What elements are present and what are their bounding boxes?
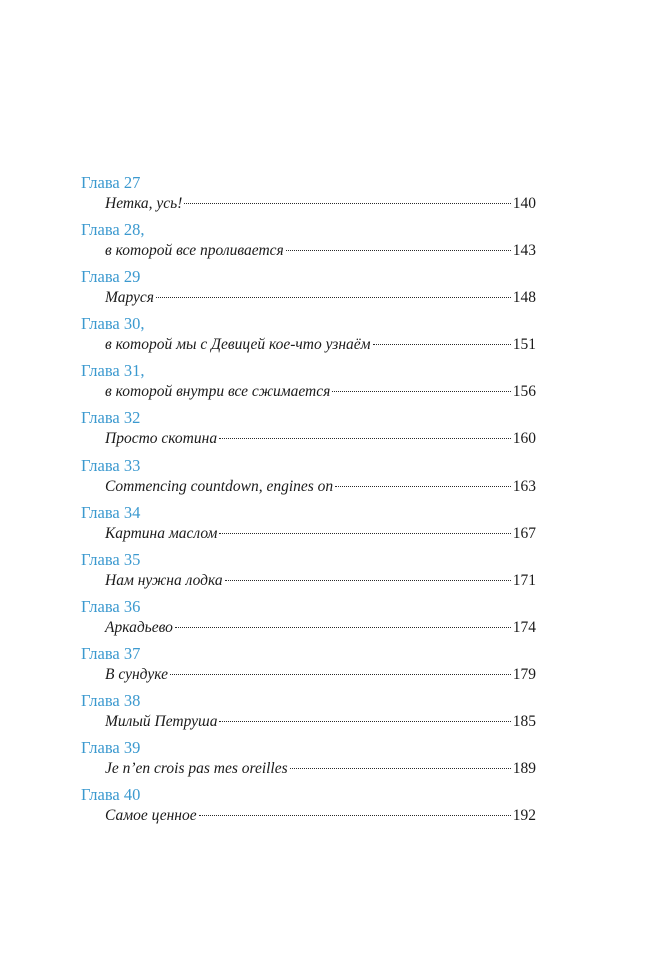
chapter-heading: Глава 37	[81, 643, 141, 663]
page-number: 174	[512, 618, 536, 636]
chapter-heading: Глава 33	[81, 455, 141, 475]
toc-entry	[81, 313, 536, 360]
chapter-heading: Глава 35	[81, 549, 141, 569]
chapter-line	[105, 428, 536, 450]
dot-leader	[219, 533, 510, 534]
chapter-title: Je n’en crois pas mes oreilles	[105, 760, 288, 778]
chapter-heading: Глава 31,	[81, 361, 145, 381]
dot-leader	[219, 438, 511, 439]
dot-leader	[286, 250, 511, 251]
chapter-title: Картина маслом	[105, 524, 218, 542]
page-number: 163	[512, 477, 536, 495]
dot-leader	[199, 815, 511, 816]
page-number: 148	[512, 289, 536, 307]
chapter-line	[105, 240, 536, 262]
chapter-line	[105, 334, 536, 356]
chapter-heading: Глава 40	[81, 785, 141, 805]
dot-leader	[332, 391, 510, 392]
chapter-heading: Глава 28,	[81, 220, 145, 240]
chapter-title: в которой внутри все сжимается	[105, 383, 331, 401]
toc-entry	[81, 219, 536, 266]
chapter-title: в которой мы с Девицей кое-что узнаём	[105, 336, 371, 354]
chapter-line	[105, 570, 536, 592]
chapter-line	[105, 711, 536, 733]
table-of-contents	[81, 172, 536, 831]
chapter-heading: Глава 34	[81, 502, 141, 522]
chapter-title: Нетка, усь!	[105, 195, 183, 212]
chapter-title: Милый Петруша	[105, 713, 218, 731]
toc-entry	[81, 549, 536, 596]
dot-leader	[219, 721, 510, 722]
dot-leader	[290, 768, 511, 769]
page-number: 167	[512, 524, 536, 542]
dot-leader	[170, 674, 511, 675]
page-number: 189	[512, 760, 536, 778]
chapter-line	[105, 664, 536, 686]
chapter-line	[105, 287, 536, 309]
dot-leader	[156, 297, 511, 298]
toc-entry	[81, 737, 536, 784]
dot-leader	[335, 486, 511, 487]
page-number: 185	[512, 713, 536, 731]
chapter-heading: Глава 29	[81, 267, 141, 287]
chapter-heading: Глава 38	[81, 691, 141, 711]
page-number: 179	[512, 665, 536, 683]
toc-entry	[81, 360, 536, 407]
chapter-line	[105, 617, 536, 639]
chapter-heading: Глава 27	[81, 173, 141, 192]
chapter-title: в которой все проливается	[105, 242, 284, 260]
chapter-title: Маруся	[105, 289, 154, 307]
page-number: 160	[512, 430, 536, 448]
page-number: 171	[512, 571, 536, 589]
chapter-line	[105, 523, 536, 545]
dot-leader	[175, 627, 511, 628]
chapter-heading: Глава 32	[81, 408, 141, 428]
toc-entry	[81, 407, 536, 454]
toc-entry	[81, 455, 536, 502]
page-number: 151	[512, 336, 536, 354]
chapter-title: Просто скотина	[105, 430, 218, 448]
page-number: 143	[512, 242, 536, 260]
chapter-line	[105, 193, 536, 215]
page-number: 140	[512, 195, 536, 212]
chapter-title: Аркадьево	[105, 618, 173, 636]
toc-entry	[81, 502, 536, 549]
toc-entry	[81, 266, 536, 313]
toc-entry	[81, 643, 536, 690]
chapter-title: Самое ценное	[105, 807, 197, 825]
toc-entry	[81, 784, 536, 831]
chapter-title: Нам нужна лодка	[105, 571, 223, 589]
dot-leader	[225, 580, 511, 581]
chapter-heading: Глава 39	[81, 738, 141, 758]
dot-leader	[184, 203, 510, 204]
page-number: 156	[512, 383, 536, 401]
chapter-heading: Глава 30,	[81, 314, 145, 334]
toc-entry	[81, 690, 536, 737]
chapter-line	[105, 381, 536, 403]
toc-entry	[81, 172, 536, 219]
chapter-line	[105, 805, 536, 827]
chapter-heading: Глава 36	[81, 596, 141, 616]
chapter-title: Commencing countdown, engines on	[105, 477, 334, 495]
dot-leader	[373, 344, 511, 345]
toc-entry	[81, 596, 536, 643]
chapter-title: В сундуке	[105, 665, 168, 683]
chapter-line	[105, 476, 536, 498]
page-number: 192	[512, 807, 536, 825]
chapter-line	[105, 758, 536, 780]
